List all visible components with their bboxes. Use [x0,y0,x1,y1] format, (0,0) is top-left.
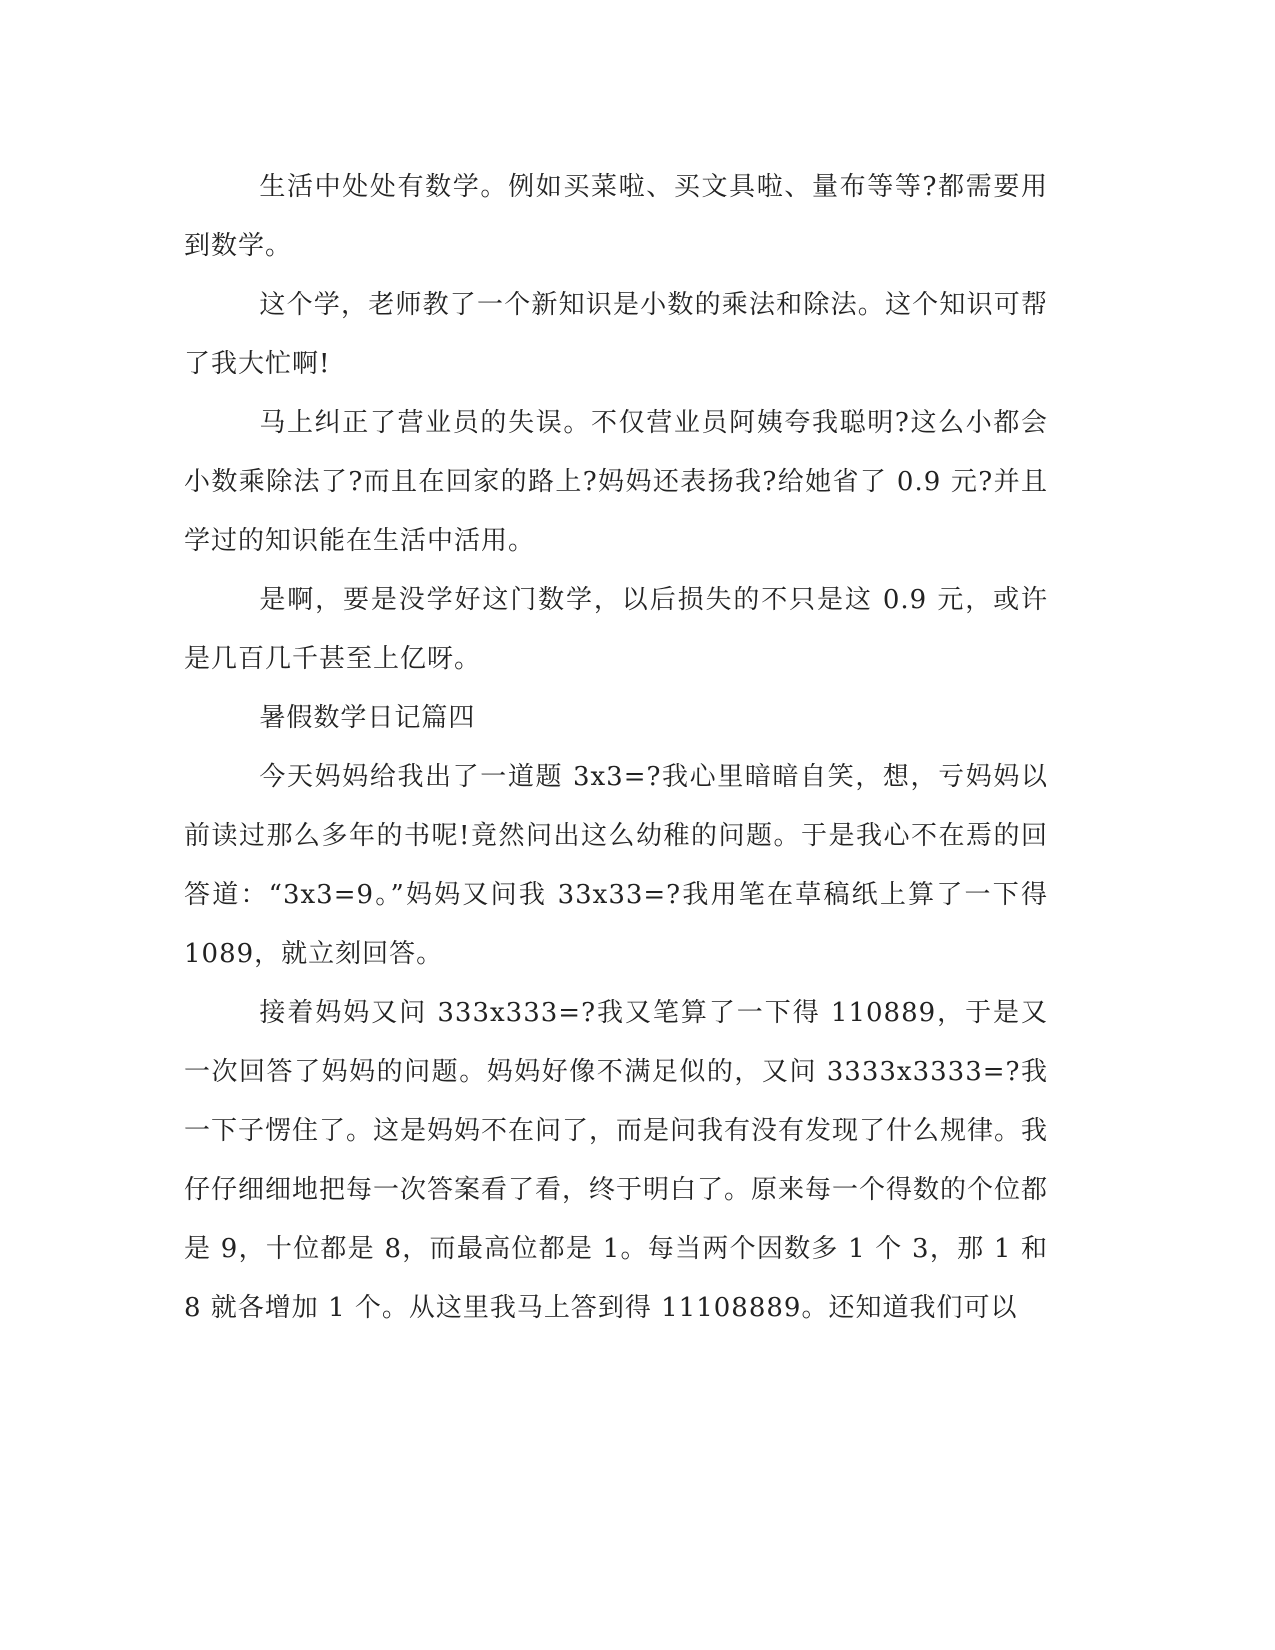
section-heading: 暑假数学日记篇四 [259,703,476,733]
paragraph-mom-question: 今天妈妈给我出了一道题 3x3=?我心里暗暗自笑，想，亏妈妈以前读过那么多年的书呢!竟然问出这么幼稚的问题。于是我心不在焉的回答道：“3x3=9。”妈妈又问我 33x33=?我用笔在草稿纸上算了一下得 1089，就立刻回答。 [184,762,1048,969]
paragraph-math-everywhere: 生活中处处有数学。例如买菜啦、买文具啦、量布等等?都需要用到数学。 [184,172,1048,261]
paragraph-decimal-lesson: 这个学，老师教了一个新知识是小数的乘法和除法。这个知识可帮了我大忙啊! [184,290,1048,379]
paragraph-pattern-discovery: 接着妈妈又问 333x333=?我又笔算了一下得 110889，于是又一次回答了妈妈的问题。妈妈好像不满足似的，又问 3333x3333=?我一下子愣住了。这是妈妈不在问了，而是问我有没有发现了什么规律。我仔仔细细地把每一次答案看了看，终于明白了。原来每一个得数的个位都是 9，十位都是 8，而最高位都是 1。每当两个因数多 1 个 3，那 1 和 8 就各增加 1 个。从这里我马上答到得 11108889。还知道我们可以 [184,998,1049,1323]
paragraph-reflection: 是啊，要是没学好这门数学，以后损失的不只是这 0.9 元，或许是几百几千甚至上亿呀。 [184,585,1048,674]
paragraph-corrected-clerk: 马上纠正了营业员的失误。不仅营业员阿姨夸我聪明?这么小都会小数乘除法了?而且在回家的路上?妈妈还表扬我?给她省了 0.9 元?并且学过的知识能在生活中活用。 [184,408,1048,556]
document-body [184,158,1048,1338]
